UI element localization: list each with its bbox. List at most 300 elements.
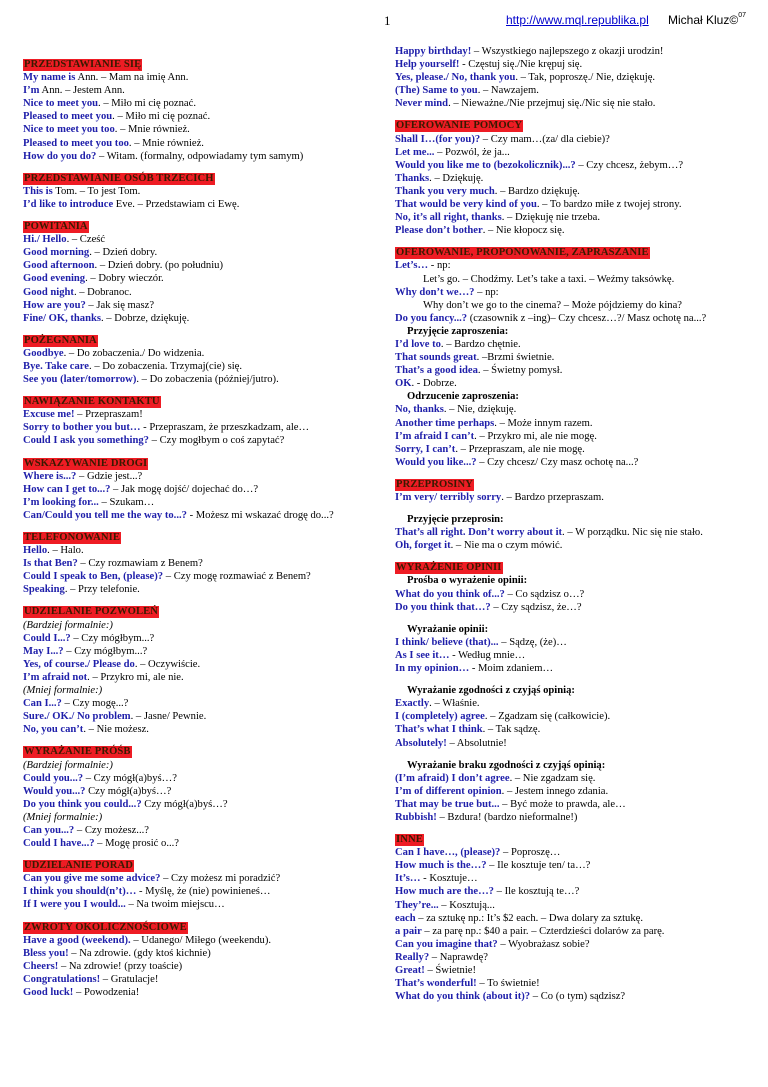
section-heading-line bbox=[23, 605, 383, 618]
section-heading: OFEROWANIE, PROPONOWANIE, ZAPRASZANIE bbox=[396, 247, 649, 259]
phrase-line bbox=[395, 539, 755, 552]
polish-translation: – Czy chcesz/ Czy masz ochotę na...? bbox=[476, 456, 639, 468]
phrase-line bbox=[395, 351, 755, 364]
phrase-line bbox=[395, 211, 755, 224]
english-phrase: Do you think you could...? bbox=[23, 798, 142, 810]
english-phrase: I’m afraid not bbox=[23, 671, 88, 683]
section-heading-line bbox=[23, 859, 383, 872]
english-phrase: Nice to meet you too bbox=[23, 124, 115, 136]
phrase-line bbox=[23, 373, 383, 386]
polish-translation: – Czy mógł(a)byś…? bbox=[83, 772, 177, 784]
english-phrase: Could you...? bbox=[23, 772, 84, 784]
polish-translation: – Kosztują... bbox=[438, 899, 495, 911]
phrase-line bbox=[23, 185, 383, 198]
phrase-line bbox=[395, 185, 755, 198]
english-phrase: Excuse me! bbox=[23, 409, 75, 421]
english-phrase: Pleased to meet you too bbox=[23, 137, 129, 149]
section-heading-line bbox=[395, 561, 755, 574]
phrase-line bbox=[395, 417, 755, 430]
polish-translation: - Częstuj się./Nie krępuj się. bbox=[459, 59, 583, 71]
english-phrase: Please don’t bother bbox=[395, 225, 483, 237]
section-heading-line bbox=[23, 457, 383, 470]
english-phrase: Speaking bbox=[23, 584, 65, 596]
english-phrase: Fine/ OK, thanks bbox=[23, 312, 101, 324]
english-phrase: I (completely) agree bbox=[395, 711, 485, 723]
english-phrase: Good night bbox=[23, 286, 74, 298]
english-phrase: Can you imagine that? bbox=[395, 938, 498, 950]
section-heading: UDZIELANIE POZWOLEŃ bbox=[24, 606, 159, 618]
phrase-line bbox=[23, 947, 383, 960]
polish-translation: - Możesz mi wskazać drogę do...? bbox=[186, 509, 334, 521]
phrase-section bbox=[23, 58, 383, 163]
phrase-line bbox=[395, 526, 755, 539]
polish-translation: – Ile kosztują te…? bbox=[493, 886, 580, 898]
polish-translation: – za sztukę np.: It’s $2 each. – Dwa dolary za sztukę. bbox=[415, 912, 643, 924]
phrase-line bbox=[395, 899, 755, 912]
polish-translation: . – Jestem innego zdania. bbox=[501, 785, 609, 797]
section-heading-line bbox=[23, 395, 383, 408]
english-phrase: Cheers! bbox=[23, 960, 59, 972]
spacer bbox=[395, 614, 755, 623]
polish-translation: . – Dobranoc. bbox=[73, 286, 132, 298]
section-heading: POWITANIA bbox=[24, 221, 88, 233]
phrase-line bbox=[23, 71, 383, 84]
phrase-line bbox=[23, 137, 383, 150]
subheading: Prośba o wyrażenie opinii: bbox=[407, 575, 528, 587]
english-phrase: Good evening bbox=[23, 273, 86, 285]
spacer bbox=[395, 750, 755, 759]
section-heading: UDZIELANIE PORAD bbox=[24, 860, 134, 872]
polish-translation: – za parę np.: $40 a pair. – Czterdzieści dolarów za parę. bbox=[421, 925, 665, 937]
polish-translation: . – Właśnie. bbox=[429, 698, 480, 710]
phrase-line bbox=[395, 951, 755, 964]
english-phrase: I’m looking for... bbox=[23, 496, 99, 508]
phrase-line bbox=[23, 872, 383, 885]
polish-translation: – Czy mógłbym...? bbox=[63, 645, 148, 657]
polish-translation: – Czy mam…(za/ dla ciebie)? bbox=[480, 133, 610, 145]
english-phrase: I’d love to bbox=[395, 338, 441, 350]
phrase-line bbox=[23, 710, 383, 723]
english-phrase: Really? bbox=[395, 951, 430, 963]
english-phrase: Can you...? bbox=[23, 824, 75, 836]
english-phrase: Could I speak to Ben, (please)? bbox=[23, 571, 164, 583]
polish-translation: – Być może to prawda, ale… bbox=[499, 798, 626, 810]
phrase-line bbox=[23, 934, 383, 947]
phrase-line bbox=[395, 925, 755, 938]
phrase-line bbox=[23, 544, 383, 557]
subheading: Wyrażanie zgodności z czyjąś opinią: bbox=[407, 685, 575, 697]
phrase-line bbox=[395, 71, 755, 84]
section-heading: TELEFONOWANIE bbox=[24, 532, 121, 543]
polish-translation: – Sądzę, (że)… bbox=[498, 636, 567, 648]
english-phrase: Can/Could you tell me the way to...? bbox=[23, 509, 187, 521]
subheading: Wyrażanie braku zgodności z czyjąś opinią: bbox=[407, 759, 606, 771]
polish-translation: . – Przykro mi, ale nie mogę. bbox=[474, 430, 597, 442]
phrase-line bbox=[395, 58, 755, 71]
author-name: Michał Kluz© bbox=[668, 13, 739, 27]
phrase-line bbox=[23, 408, 383, 421]
polish-translation: - Myślę, że (nie) powinieneś… bbox=[136, 886, 271, 898]
english-phrase: Can I...? bbox=[23, 698, 62, 710]
english-phrase: Another time perhaps bbox=[395, 417, 495, 429]
phrase-line bbox=[23, 84, 383, 97]
phrase-line bbox=[395, 224, 755, 237]
polish-translation: – Gdzie jest...? bbox=[76, 470, 143, 482]
polish-translation: – Czy możesz mi poradzić? bbox=[160, 873, 281, 885]
polish-translation: – Czy mogłbym o coś zapytać? bbox=[148, 435, 285, 447]
phrase-section bbox=[395, 246, 755, 469]
section-heading-line bbox=[395, 478, 755, 491]
english-phrase: If I were you I would... bbox=[23, 899, 126, 911]
english-phrase: Can you give me some advice? bbox=[23, 873, 161, 885]
phrase-line bbox=[23, 824, 383, 837]
phrase-line bbox=[23, 110, 383, 123]
polish-translation: . – Nawzajem. bbox=[477, 85, 539, 97]
phrase-line bbox=[395, 601, 755, 614]
author-year: 07 bbox=[738, 12, 746, 19]
polish-translation: . – Nie zgadzam się. bbox=[509, 772, 596, 784]
phrase-line bbox=[23, 286, 383, 299]
phrase-line bbox=[23, 658, 383, 671]
phrase-line bbox=[395, 772, 755, 785]
phrase-section bbox=[23, 921, 383, 1000]
polish-translation: – To świetnie! bbox=[476, 978, 540, 990]
polish-translation: - Moim zdaniem… bbox=[469, 663, 554, 675]
section-heading: WSKAZYWANIE DROGI bbox=[24, 457, 148, 469]
polish-translation: . – Halo. bbox=[47, 545, 84, 557]
polish-translation: . – Bardzo chętnie. bbox=[440, 338, 521, 350]
phrase-line bbox=[395, 697, 755, 710]
polish-translation: – Udanego/ Miłego (weekendu). bbox=[130, 934, 272, 946]
left-column bbox=[23, 58, 383, 1008]
register-note: (Bardziej formalnie:) bbox=[23, 759, 113, 771]
polish-translation: . – Oczywiście. bbox=[134, 658, 201, 670]
english-phrase: Could I ask you something? bbox=[23, 435, 149, 447]
polish-translation: . – Zgadzam się (całkowicie). bbox=[484, 711, 611, 723]
phrase-line bbox=[395, 45, 755, 58]
english-phrase: Would you...? bbox=[23, 785, 86, 797]
section-heading-line bbox=[23, 921, 383, 934]
phrase-line bbox=[23, 470, 383, 483]
english-phrase: Why don’t we…? bbox=[395, 286, 475, 298]
phrase-line bbox=[395, 785, 755, 798]
english-phrase: Would you like me to (bezokolicznik)...? bbox=[395, 159, 576, 171]
site-link[interactable]: http://www.mql.republika.pl bbox=[506, 13, 649, 27]
phrase-line bbox=[395, 859, 755, 872]
english-phrase: Good morning bbox=[23, 247, 90, 259]
phrase-line bbox=[395, 649, 755, 662]
english-phrase: In my opinion… bbox=[395, 663, 470, 675]
phrase-line bbox=[23, 986, 383, 999]
phrase-section bbox=[23, 605, 383, 736]
english-phrase: a pair bbox=[395, 925, 422, 937]
subheading: Odrzucenie zaproszenia: bbox=[407, 391, 519, 403]
polish-translation: (czasownik z –ing)– Czy chcesz…?/ Masz ochotę na...? bbox=[467, 312, 707, 324]
section-heading-line bbox=[23, 58, 383, 71]
polish-translation: – Czy rozmawiam z Benem? bbox=[77, 558, 203, 570]
phrase-line bbox=[23, 671, 383, 684]
phrase-section bbox=[395, 833, 755, 1003]
phrase-line bbox=[395, 811, 755, 824]
phrase-section bbox=[395, 119, 755, 237]
phrase-line bbox=[395, 990, 755, 1003]
section-heading: PRZEDSTAWIANIE SIĘ bbox=[24, 59, 142, 70]
english-phrase: Good luck! bbox=[23, 987, 74, 998]
english-phrase: Have a good (weekend). bbox=[23, 934, 131, 946]
phrase-line bbox=[23, 583, 383, 596]
phrase-section bbox=[23, 457, 383, 522]
phrase-line bbox=[23, 723, 383, 736]
english-phrase: Could I...? bbox=[23, 632, 71, 644]
phrase-line bbox=[395, 846, 755, 859]
polish-translation: . – Przykro mi, ale nie. bbox=[87, 671, 184, 683]
section-heading: INNE bbox=[396, 834, 423, 846]
english-phrase: Yes, please./ No, thank you bbox=[395, 72, 516, 84]
polish-translation: . – Cześć bbox=[66, 234, 106, 246]
polish-translation: Ann. – Jestem Ann. bbox=[39, 85, 125, 97]
section-heading: WYRAŻANIE PRÓŚB bbox=[24, 746, 131, 758]
phrase-line bbox=[23, 246, 383, 259]
section-heading-line bbox=[395, 119, 755, 132]
section-heading-line bbox=[23, 745, 383, 758]
phrase-line bbox=[395, 588, 755, 601]
english-phrase: Absolutely! bbox=[395, 737, 447, 749]
phrase-section bbox=[23, 531, 383, 596]
phrase-line bbox=[395, 912, 755, 925]
polish-translation: . – W porządku. Nic się nie stało. bbox=[562, 527, 703, 539]
section-heading-line bbox=[23, 220, 383, 233]
english-phrase: It’s… bbox=[395, 873, 421, 885]
phrase-line bbox=[23, 960, 383, 973]
phrase-line bbox=[23, 259, 383, 272]
phrase-line bbox=[395, 662, 755, 675]
english-phrase: That’s a good idea bbox=[395, 365, 478, 377]
section-heading: PRZEDSTAWIANIE OSÓB TRZECICH bbox=[24, 172, 214, 184]
english-phrase: I think/ believe (that)... bbox=[395, 636, 499, 648]
polish-translation: . – Dobrze, dziękuję. bbox=[101, 312, 190, 324]
subheading: Przyjęcie przeprosin: bbox=[407, 514, 504, 526]
phrase-line bbox=[395, 723, 755, 736]
phrase-line bbox=[395, 198, 755, 211]
polish-translation: . – Miło mi cię poznać. bbox=[98, 98, 196, 110]
english-phrase: This is bbox=[23, 185, 53, 197]
english-phrase: I’m of different opinion bbox=[395, 785, 502, 797]
english-phrase: Nice to meet you bbox=[23, 98, 99, 110]
phrase-section bbox=[395, 561, 755, 824]
polish-translation: – Wszystkiego najlepszego z okazji urodzin! bbox=[471, 46, 664, 57]
english-phrase: Is that Ben? bbox=[23, 558, 78, 570]
phrase-section bbox=[23, 395, 383, 447]
polish-translation: – Poproszę… bbox=[500, 847, 561, 859]
phrase-line bbox=[395, 798, 755, 811]
phrase-line bbox=[23, 299, 383, 312]
polish-translation: – Czy mógłbym...? bbox=[70, 632, 155, 644]
phrase-line bbox=[23, 123, 383, 136]
english-phrase: Do you think that…? bbox=[395, 601, 491, 613]
section-heading: POŻEGNANIA bbox=[24, 334, 97, 346]
phrase-line bbox=[395, 964, 755, 977]
phrase-line bbox=[395, 133, 755, 146]
phrase-line bbox=[23, 434, 383, 447]
phrase-line bbox=[395, 84, 755, 97]
polish-translation: . – Nie kłopocz się. bbox=[482, 225, 565, 237]
phrase-line bbox=[23, 898, 383, 911]
polish-translation: . – Dobry wieczór. bbox=[85, 273, 164, 285]
polish-translation: . – Może innym razem. bbox=[494, 417, 593, 429]
english-phrase: Never mind bbox=[395, 98, 449, 110]
english-phrase: Let’s… bbox=[395, 260, 429, 272]
english-phrase: What do you think of...? bbox=[395, 588, 505, 600]
phrase-line bbox=[23, 837, 383, 850]
english-phrase: Happy birthday! bbox=[395, 46, 472, 57]
phrase-line bbox=[23, 632, 383, 645]
english-phrase: Exactly bbox=[395, 698, 430, 710]
polish-translation: Czy mógł(a)byś…? bbox=[85, 785, 172, 797]
english-phrase: each bbox=[395, 912, 416, 924]
english-phrase: Where is...? bbox=[23, 470, 77, 482]
phrase-section bbox=[23, 859, 383, 911]
phrase-section bbox=[23, 220, 383, 325]
polish-translation: – Co (o tym) sądzisz? bbox=[530, 991, 626, 1003]
polish-translation: – Świetnie! bbox=[424, 965, 477, 976]
phrase-line bbox=[23, 421, 383, 434]
polish-translation: - np: bbox=[428, 260, 451, 272]
polish-translation: – Jak mogę dojść/ dojechać do…? bbox=[110, 483, 259, 495]
english-phrase: Rubbish! bbox=[395, 811, 437, 823]
phrase-line bbox=[395, 872, 755, 885]
section-heading-line bbox=[395, 246, 755, 259]
polish-translation: . – Bardzo przepraszam. bbox=[501, 492, 604, 503]
page-number: 1 bbox=[384, 13, 391, 28]
english-phrase: May I...? bbox=[23, 645, 64, 657]
english-phrase: Pleased to meet you bbox=[23, 111, 113, 123]
polish-translation: . –Brzmi świetnie. bbox=[476, 352, 555, 364]
phrase-line bbox=[23, 347, 383, 360]
polish-translation: . – Dziękuję. bbox=[429, 172, 484, 184]
english-phrase: How do you do? bbox=[23, 150, 97, 162]
polish-translation: – Przepraszam! bbox=[74, 409, 143, 421]
spacer bbox=[395, 675, 755, 684]
phrase-line bbox=[23, 798, 383, 811]
phrase-line bbox=[23, 772, 383, 785]
english-phrase: Good afternoon bbox=[23, 260, 95, 272]
polish-translation: . – Jasne/ Pewnie. bbox=[130, 711, 207, 723]
polish-translation: . – Tak sądzę. bbox=[482, 724, 541, 736]
polish-translation: Tom. – To jest Tom. bbox=[52, 185, 141, 197]
english-phrase: Can I have…, (please)? bbox=[395, 847, 501, 859]
section-heading: WYRAŻENIE OPINII bbox=[396, 562, 502, 574]
polish-translation: – Pozwól, że ja... bbox=[434, 146, 510, 158]
polish-translation: . – Mnie również. bbox=[114, 124, 190, 136]
polish-translation: Ann. – Mam na imię Ann. bbox=[75, 72, 189, 84]
register-note: (Mniej formalnie:) bbox=[23, 685, 103, 697]
english-phrase: Thanks bbox=[395, 172, 430, 184]
english-phrase: See you (later/tomorrow) bbox=[23, 374, 137, 386]
phrase-line bbox=[395, 159, 755, 172]
polish-translation: - Kosztuje… bbox=[420, 873, 478, 885]
phrase-line bbox=[395, 977, 755, 990]
english-phrase: That may be true but... bbox=[395, 798, 500, 810]
english-phrase: That would be very kind of you bbox=[395, 199, 537, 211]
polish-translation: – Na twoim miejscu… bbox=[125, 899, 225, 911]
polish-translation: – Na zdrowie! (przy toaście) bbox=[58, 960, 183, 972]
english-phrase: OK bbox=[395, 378, 412, 390]
phrase-line bbox=[23, 785, 383, 798]
english-phrase: Great! bbox=[395, 965, 425, 976]
english-phrase: Congratulations! bbox=[23, 973, 101, 985]
phrase-line bbox=[23, 97, 383, 110]
phrase-line bbox=[23, 697, 383, 710]
phrase-line bbox=[23, 570, 383, 583]
polish-translation: – Czy chcesz, żebym…? bbox=[575, 159, 684, 171]
polish-translation: – Szukam… bbox=[98, 496, 155, 508]
phrase-line bbox=[395, 364, 755, 377]
english-phrase: How are you? bbox=[23, 299, 86, 311]
phrase-line bbox=[395, 259, 755, 272]
phrase-line bbox=[23, 360, 383, 373]
english-phrase: That’s all right. Don’t worry about it bbox=[395, 527, 563, 539]
polish-translation: Eve. – Przedstawiam ci Ewę. bbox=[113, 198, 240, 210]
polish-translation: – Gratulacje! bbox=[100, 973, 159, 985]
polish-translation: . – Do zobaczenia (później/jutro). bbox=[136, 374, 279, 386]
english-phrase: How much is the…? bbox=[395, 860, 487, 872]
english-phrase: That’s what I think bbox=[395, 724, 483, 736]
english-phrase: No, it’s all right, thanks bbox=[395, 212, 502, 224]
polish-translation: – Naprawdę? bbox=[429, 951, 488, 963]
english-phrase: That sounds great bbox=[395, 352, 477, 364]
page-header bbox=[0, 11, 768, 33]
english-phrase: Sorry to bother you but… bbox=[23, 422, 141, 434]
english-phrase: I’m bbox=[23, 85, 40, 97]
phrase-line bbox=[23, 509, 383, 522]
phrase-line bbox=[395, 403, 755, 416]
phrase-line bbox=[395, 737, 755, 750]
english-phrase: I’m afraid I can’t bbox=[395, 430, 475, 442]
polish-translation: – Mogę prosić o...? bbox=[94, 838, 179, 850]
section-heading: ZWROTY OKOLICZNOŚCIOWE bbox=[24, 921, 187, 933]
phrase-line bbox=[395, 491, 755, 504]
phrase-section bbox=[23, 745, 383, 850]
polish-translation: . – Nie ma o czym mówić. bbox=[450, 540, 563, 552]
english-phrase: What do you think (about it)? bbox=[395, 991, 531, 1003]
phrase-line bbox=[395, 146, 755, 159]
polish-translation: – Absolutnie! bbox=[446, 737, 507, 749]
english-phrase: I think you should(n’t)… bbox=[23, 886, 137, 898]
english-phrase: Would you like...? bbox=[395, 456, 477, 468]
phrase-line bbox=[23, 233, 383, 246]
english-phrase: Help yourself! bbox=[395, 59, 460, 71]
phrase-line bbox=[395, 430, 755, 443]
polish-translation: – Witam. (formalny, odpowiadamy tym samym) bbox=[96, 150, 304, 162]
polish-translation: . – Miło mi cię poznać. bbox=[112, 111, 211, 123]
phrase-line bbox=[395, 312, 755, 325]
english-phrase: Hello bbox=[23, 545, 48, 557]
phrase-line bbox=[395, 286, 755, 299]
phrase-section bbox=[395, 45, 755, 110]
polish-translation: . – Do zobaczenia./ Do widzenia. bbox=[63, 347, 205, 359]
phrase-line bbox=[23, 645, 383, 658]
english-phrase: They’re... bbox=[395, 899, 439, 911]
english-phrase: Hi./ Hello bbox=[23, 234, 67, 246]
phrase-line bbox=[23, 557, 383, 570]
polish-translation: . – To bardzo miłe z twojej strony. bbox=[536, 199, 682, 211]
phrase-line bbox=[23, 973, 383, 986]
polish-translation: – Co sądzisz o…? bbox=[504, 588, 585, 600]
english-phrase: Bye. Take care bbox=[23, 360, 90, 372]
phrase-line bbox=[23, 272, 383, 285]
polish-translation: . – Dzień dobry. bbox=[89, 247, 158, 259]
polish-translation: – np: bbox=[474, 286, 499, 298]
